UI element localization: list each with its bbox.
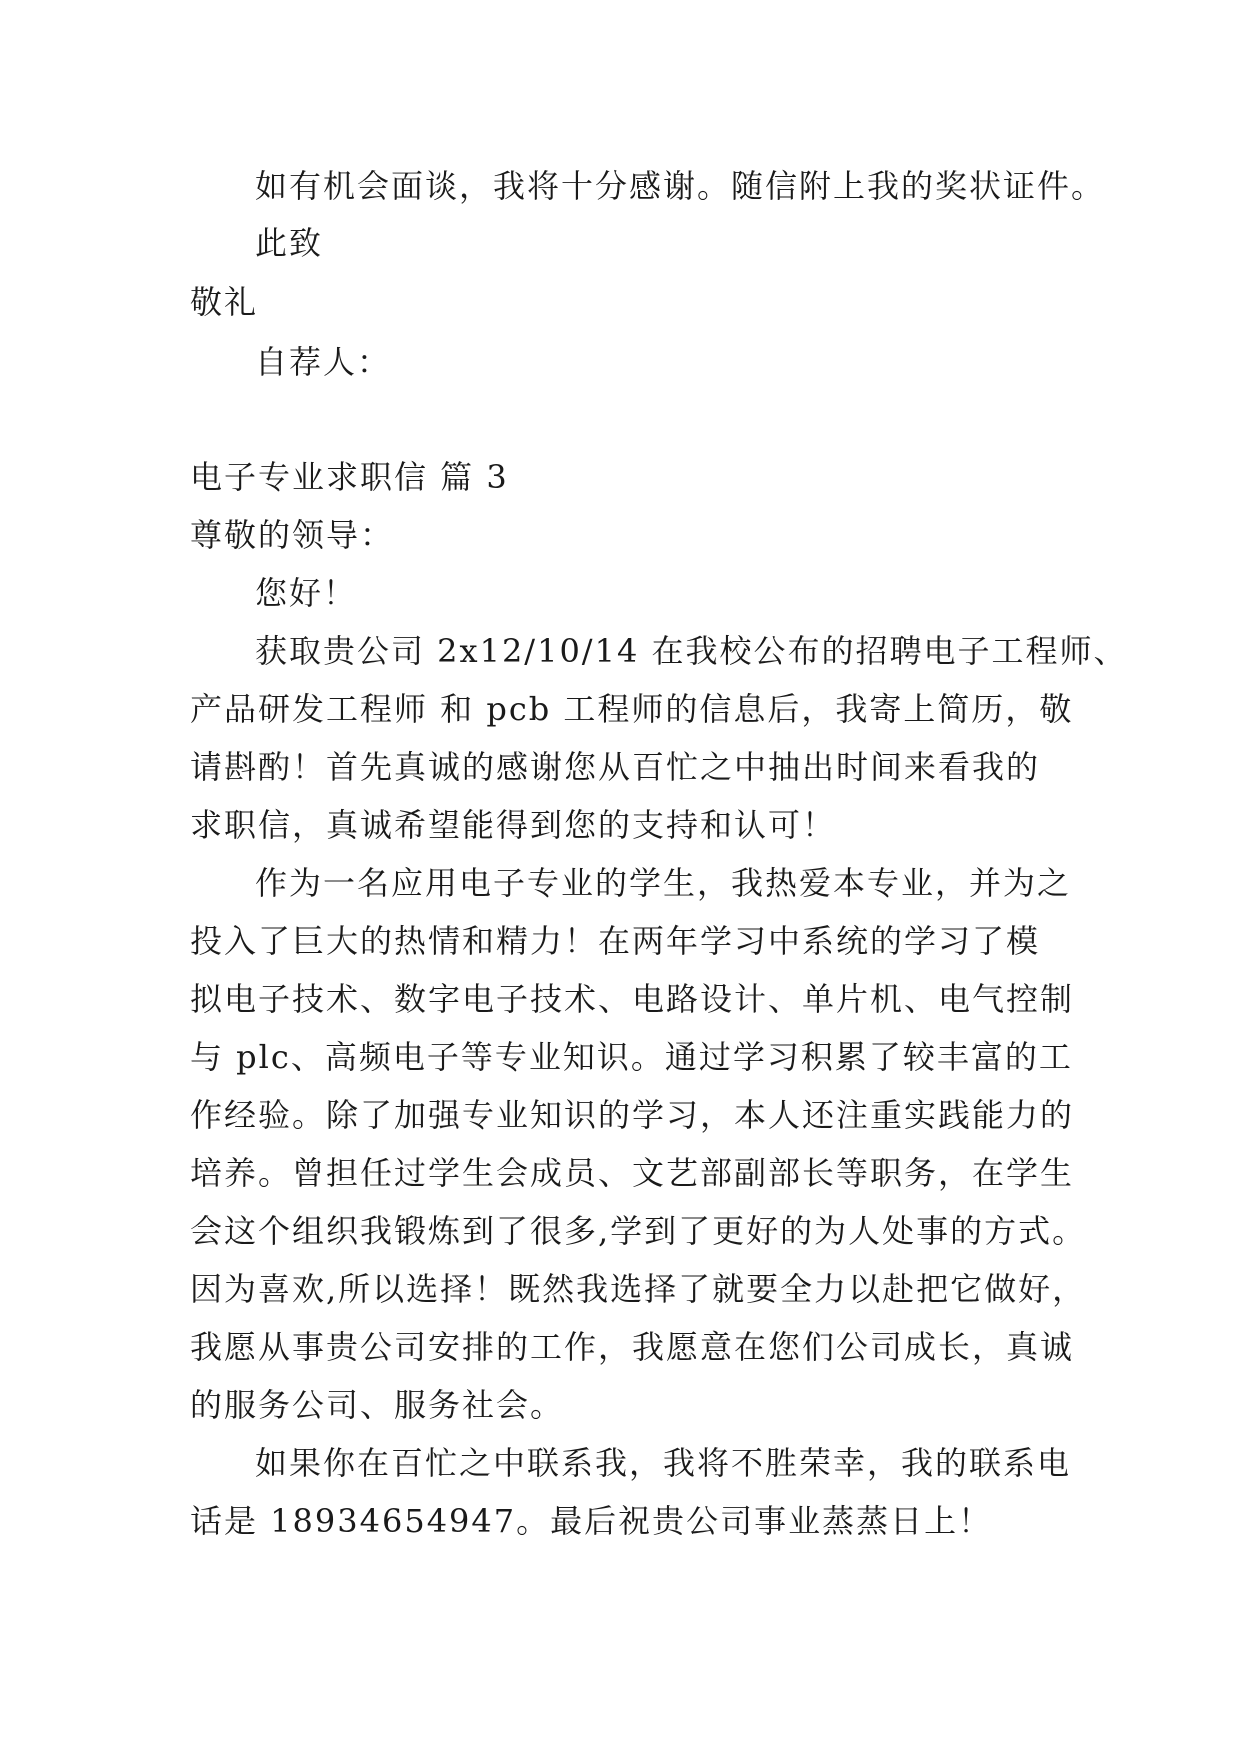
paragraph2-line: 投入了巨大的热情和精力！在两年学习中系统的学习了模 bbox=[190, 922, 1041, 960]
paragraph2-line: 拟电子技术、数字电子技术、电路设计、单片机、电气控制 bbox=[190, 980, 1075, 1018]
closing-line-3: 敬礼 bbox=[190, 283, 259, 321]
closing-line-1: 如有机会面谈，我将十分感谢。随信附上我的奖状证件。 bbox=[255, 167, 1106, 205]
paragraph1-line: 获取贵公司 2x12/10/14 在我校公布的招聘电子工程师、 bbox=[255, 632, 1128, 670]
section-title: 电子专业求职信 篇 3 bbox=[190, 458, 509, 496]
salutation: 尊敬的领导： bbox=[190, 516, 395, 554]
paragraph2-line: 与 plc、高频电子等专业知识。通过学习积累了较丰富的工 bbox=[190, 1038, 1073, 1076]
greeting: 您好！ bbox=[255, 574, 358, 612]
paragraph2-line: 作经验。除了加强专业知识的学习，本人还注重实践能力的 bbox=[190, 1096, 1075, 1134]
paragraph2-line: 培养。曾担任过学生会成员、文艺部副部长等职务，在学生 bbox=[190, 1154, 1075, 1192]
paragraph2-line: 的服务公司、服务社会。 bbox=[190, 1386, 565, 1424]
closing-line-2: 此致 bbox=[255, 224, 324, 262]
paragraph1-line: 请斟酌！首先真诚的感谢您从百忙之中抽出时间来看我的 bbox=[190, 748, 1041, 786]
paragraph3-line: 如果你在百忙之中联系我，我将不胜荣幸，我的联系电 bbox=[255, 1444, 1072, 1482]
paragraph2-line: 会这个组织我锻炼到了很多,学到了更好的为人处事的方式。 bbox=[190, 1212, 1087, 1250]
paragraph3-line: 话是 18934654947。最后祝贵公司事业蒸蒸日上！ bbox=[190, 1502, 993, 1540]
closing-signature: 自荐人： bbox=[255, 343, 392, 381]
paragraph2-line: 我愿从事贵公司安排的工作，我愿意在您们公司成长，真诚 bbox=[190, 1328, 1075, 1366]
paragraph1-line: 产品研发工程师 和 pcb 工程师的信息后，我寄上简历，敬 bbox=[190, 690, 1074, 728]
paragraph2-line: 作为一名应用电子专业的学生，我热爱本专业，并为之 bbox=[255, 864, 1072, 902]
paragraph1-line: 求职信，真诚希望能得到您的支持和认可！ bbox=[190, 806, 837, 844]
paragraph2-line: 因为喜欢,所以选择！既然我选择了就要全力以赴把它做好， bbox=[190, 1270, 1087, 1308]
